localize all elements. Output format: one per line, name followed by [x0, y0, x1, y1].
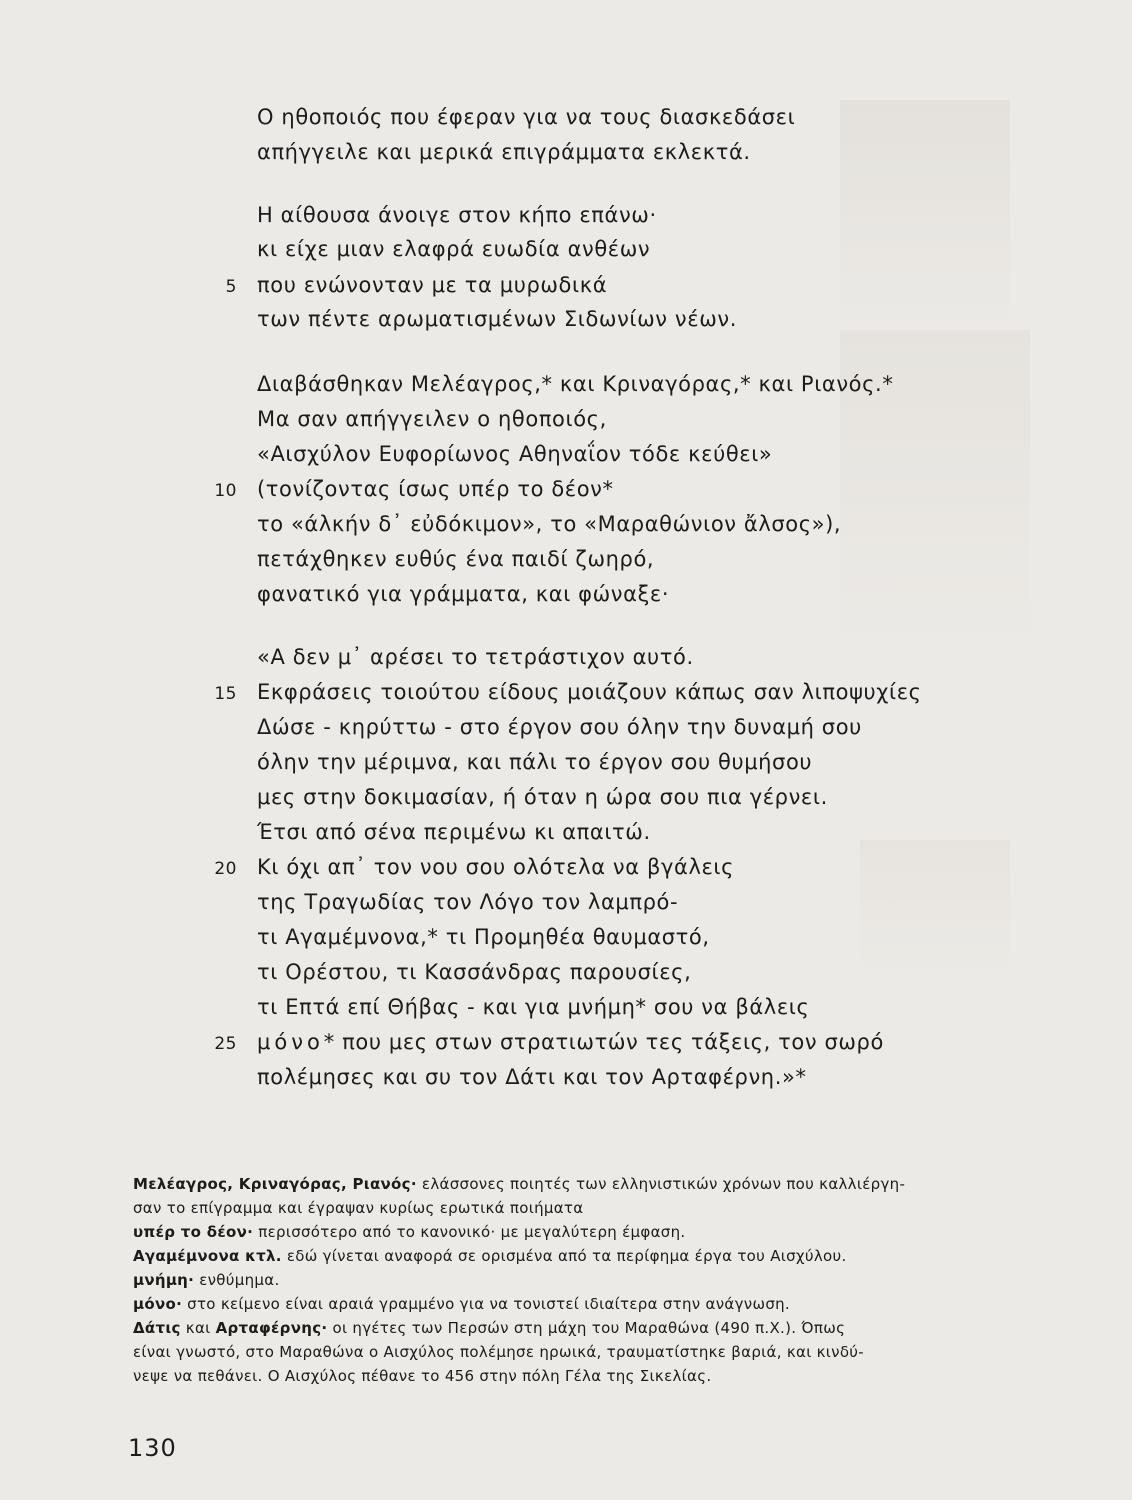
- poem-line: [257, 1030, 884, 1054]
- footnote-term: Μελέαγρος, Κριναγόρας, Ριανός·: [133, 1175, 417, 1193]
- footnote-text: στο κείμενο είναι αραιά γραμμένο για να τονιστεί ιδιαίτερα στην ανάγνωση.: [182, 1295, 791, 1313]
- poem-line-text: που ενώνονταν με τα μυρωδικά: [257, 273, 608, 297]
- poem-line: [257, 307, 737, 331]
- poem-line-text: το «άλκήν δ᾿ εὐδόκιμον», το «Μαραθώνιον ἄλσος»),: [257, 512, 842, 536]
- poem-line-text: της Τραγωδίας τον Λόγο τον λαμπρό-: [257, 890, 679, 914]
- poem-line-text: Έτσι από σένα περιμένω κι απαιτώ.: [257, 820, 651, 844]
- footnotes: [133, 1172, 993, 1388]
- footnote-line: [133, 1340, 993, 1364]
- footnote-term: Αγαμέμνονα κτλ.: [133, 1247, 282, 1265]
- line-number: 5: [225, 277, 237, 297]
- poem-line: [257, 785, 828, 809]
- show-through-shade: [840, 100, 1010, 340]
- footnote-text: εδώ γίνεται αναφορά σε ορισμένα από τα περίφημα έργα του Αισχύλου.: [281, 1247, 847, 1265]
- footnote-term: υπέρ το δέον·: [133, 1223, 254, 1241]
- show-through-shade: [860, 840, 1010, 980]
- poem-line-text: απήγγειλε και μερικά επιγράμματα εκλεκτά.: [257, 140, 751, 164]
- line-number: 15: [214, 684, 237, 704]
- poem-line-text: «Αισχύλον Ευφορίωνος Αθηναΐον τόδε κεύθει»: [257, 442, 773, 466]
- poem-line-text: Δώσε - κηρύττω - στο έργον σου όλην την δυναμή σου: [257, 715, 862, 739]
- poem-line: [257, 855, 734, 879]
- footnote-term: μνήμη·: [133, 1271, 195, 1289]
- poem-line-text: * που μες στων στρατιωτών τες τάξεις, τον σωρό: [323, 1030, 884, 1054]
- poem-line-text: Μα σαν απήγγειλεν ο ηθοποιός,: [257, 407, 607, 431]
- line-number: 25: [214, 1034, 237, 1054]
- spaced-word: μόνο: [257, 1030, 324, 1054]
- poem-line-text: πετάχθηκεν ευθύς ένα παιδί ζωηρό,: [257, 547, 655, 571]
- poem-line: [257, 512, 841, 536]
- footnote-text: ελάσσονες ποιητές των ελληνιστικών χρόνων που καλλιέργη-: [416, 1175, 906, 1193]
- footnote-text: νεψε να πεθάνει. Ο Αισχύλος πέθανε το 456 στην πόλη Γέλα της Σικελίας.: [133, 1367, 712, 1385]
- footnote-line: [133, 1364, 993, 1388]
- poem-line-text: των πέντε αρωματισμένων Σιδωνίων νέων.: [257, 307, 737, 331]
- footnote-text: περισσότερο από το κανονικό· με μεγαλύτερη έμφαση.: [253, 1223, 686, 1241]
- footnote-text: είναι γνωστό, στο Μαραθώνα ο Αισχύλος πολέμησε ηρωικά, τραυματίστηκε βαριά, και κινδύ-: [133, 1343, 865, 1361]
- poem-line: [257, 477, 614, 501]
- poem-line-text: κι είχε μιαν ελαφρά ευωδία ανθέων: [257, 237, 651, 261]
- poem-line-text: μες στην δοκιμασίαν, ή όταν η ώρα σου πια γέρνει.: [257, 785, 828, 809]
- page-number: 130: [128, 1434, 177, 1462]
- footnote-text: ενθύμημα.: [194, 1271, 280, 1289]
- footnote-line: [133, 1220, 993, 1244]
- line-number: 10: [214, 481, 237, 501]
- poem-line-text: τι Επτά επί Θήβας - και για μνήμη* σου να βάλεις: [257, 995, 810, 1019]
- line-number: 20: [214, 859, 237, 879]
- poem-line: [257, 750, 812, 774]
- poem-line-text: πολέμησες και συ τον Δάτι και τον Αρταφέρνη.»*: [257, 1065, 807, 1089]
- footnote-line: [133, 1292, 993, 1316]
- poem-line-text: τι Ορέστου, τι Κασσάνδρας παρουσίες,: [257, 960, 692, 984]
- poem-line-text: Εκφράσεις τοιούτου είδους μοιάζουν κάπως σαν λιποψυχίες: [257, 680, 922, 704]
- poem-line-text: «Α δεν μ᾿ αρέσει το τετράστιχον αυτό.: [257, 645, 694, 669]
- poem-line: [257, 1065, 807, 1089]
- footnote-line: [133, 1316, 993, 1340]
- poem-line: [257, 645, 694, 669]
- poem-line-text: Διαβάσθηκαν Μελέαγρος,* και Κριναγόρας,* και Ριανός.*: [257, 372, 894, 396]
- poem-line: [257, 273, 607, 297]
- poem-line: [257, 237, 650, 261]
- poem-line-text: Η αίθουσα άνοιγε στον κήπο επάνω·: [257, 203, 657, 227]
- footnote-line: [133, 1268, 993, 1292]
- poem-line: [257, 820, 651, 844]
- poem-line: [257, 203, 657, 227]
- poem-line: [257, 140, 751, 164]
- poem-line: [257, 925, 710, 949]
- poem-line-text: τι Αγαμέμνονα,* τι Προμηθέα θαυμαστό,: [257, 925, 710, 949]
- poem-line: [257, 890, 678, 914]
- footnote-text: οι ηγέτες των Περσών στη μάχη του Μαραθώνα (490 π.Χ.). Όπως: [327, 1319, 846, 1337]
- poem-line-text: (τονίζοντας ίσως υπέρ το δέον*: [257, 477, 614, 501]
- poem-line: [257, 715, 862, 739]
- poem-line: [257, 582, 669, 606]
- poem-line: [257, 680, 922, 704]
- footnote-line: [133, 1172, 993, 1196]
- footnote-line: [133, 1244, 993, 1268]
- poem-line: [257, 547, 654, 571]
- poem-line: [257, 995, 809, 1019]
- poem-line: [257, 372, 893, 396]
- poem-line: [257, 105, 795, 129]
- poem-line-text: Κι όχι απ᾿ τον νου σου ολότελα να βγάλεις: [257, 855, 735, 879]
- poem-line-text: φανατικό για γράμματα, και φώναξε·: [257, 582, 670, 606]
- poem-line-text: Ο ηθοποιός που έφεραν για να τους διασκεδάσει: [257, 105, 796, 129]
- footnote-term: μόνο·: [133, 1295, 183, 1313]
- footnote-term: Δάτις: [133, 1319, 181, 1337]
- footnote-line: [133, 1196, 993, 1220]
- poem-line: [257, 442, 772, 466]
- poem-line: [257, 960, 691, 984]
- poem-line: [257, 407, 607, 431]
- poem-line-text: όλην την μέριμνα, και πάλι το έργον σου θυμήσου: [257, 750, 813, 774]
- footnote-text: και: [180, 1319, 216, 1337]
- footnote-term: Αρταφέρνης·: [215, 1319, 328, 1337]
- footnote-text: σαν το επίγραμμα και έγραψαν κυρίως ερωτικά ποιήματα: [133, 1199, 584, 1217]
